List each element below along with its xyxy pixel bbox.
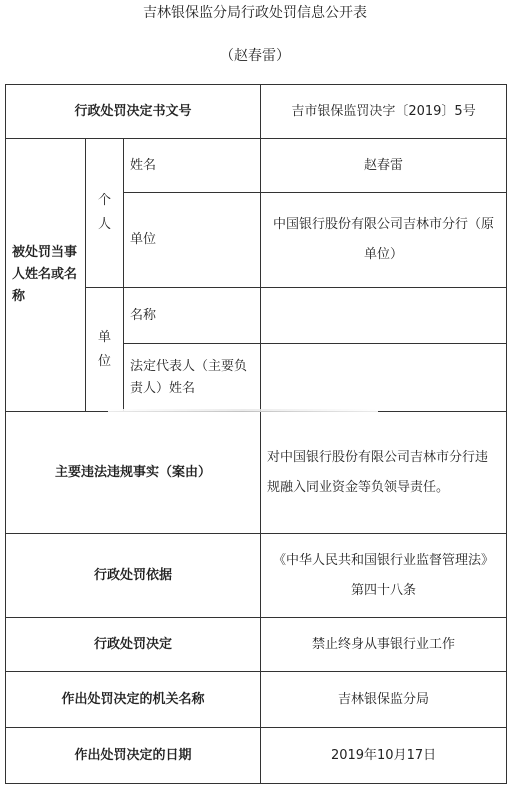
entity-rep-value xyxy=(261,344,507,412)
entity-label xyxy=(86,288,124,412)
individual-name-label: 姓名 xyxy=(124,139,261,193)
individual-unit-value: 中国银行股份有限公司吉林市分行（原单位） xyxy=(261,193,507,288)
violation-label: 主要违法违规事实（案由） xyxy=(6,412,261,534)
party-label-text: 被处罚当事人姓名或名称 xyxy=(12,245,78,304)
entity-label-text: 单位 xyxy=(97,329,111,369)
individual-label xyxy=(86,139,124,288)
table-row-decision xyxy=(6,618,507,672)
date-value: 2019年10月17日 xyxy=(261,728,507,784)
penalty-info-table xyxy=(5,84,507,784)
decision-no-value: 吉市银保监罚决字〔2019〕5号 xyxy=(261,85,507,139)
entity-name-label: 名称 xyxy=(124,288,261,344)
decision-value: 禁止终身从事银行业工作 xyxy=(261,618,507,672)
basis-value: 《中华人民共和国银行业监督管理法》第四十八条 xyxy=(261,534,507,618)
document-title: 吉林银保监分局行政处罚信息公开表 xyxy=(143,5,367,21)
individual-name-value: 赵春雷 xyxy=(261,139,507,193)
table-row-basis xyxy=(6,534,507,618)
decision-label: 行政处罚决定 xyxy=(6,618,261,672)
entity-rep-label: 法定代表人（主要负责人）姓名 xyxy=(124,344,261,412)
entity-name-value xyxy=(261,288,507,344)
table-row-individual-name xyxy=(6,139,507,193)
violation-value: 对中国银行股份有限公司吉林市分行违规融入同业资金等负领导责任。 xyxy=(261,412,507,534)
date-label: 作出处罚决定的日期 xyxy=(6,728,261,784)
party-label xyxy=(6,139,86,412)
table-row-date xyxy=(6,728,507,784)
table-row-decision-no xyxy=(6,85,507,139)
individual-unit-label: 单位 xyxy=(124,193,261,288)
decision-no-label: 行政处罚决定书文号 xyxy=(6,85,261,139)
table-row-authority xyxy=(6,672,507,728)
authority-value: 吉林银保监分局 xyxy=(261,672,507,728)
document-subtitle: （赵春雷） xyxy=(220,48,290,64)
individual-label-text: 个人 xyxy=(97,193,111,232)
authority-label: 作出处罚决定的机关名称 xyxy=(6,672,261,728)
table-row-violation xyxy=(6,412,507,534)
basis-label: 行政处罚依据 xyxy=(6,534,261,618)
scan-smudge xyxy=(108,409,378,412)
